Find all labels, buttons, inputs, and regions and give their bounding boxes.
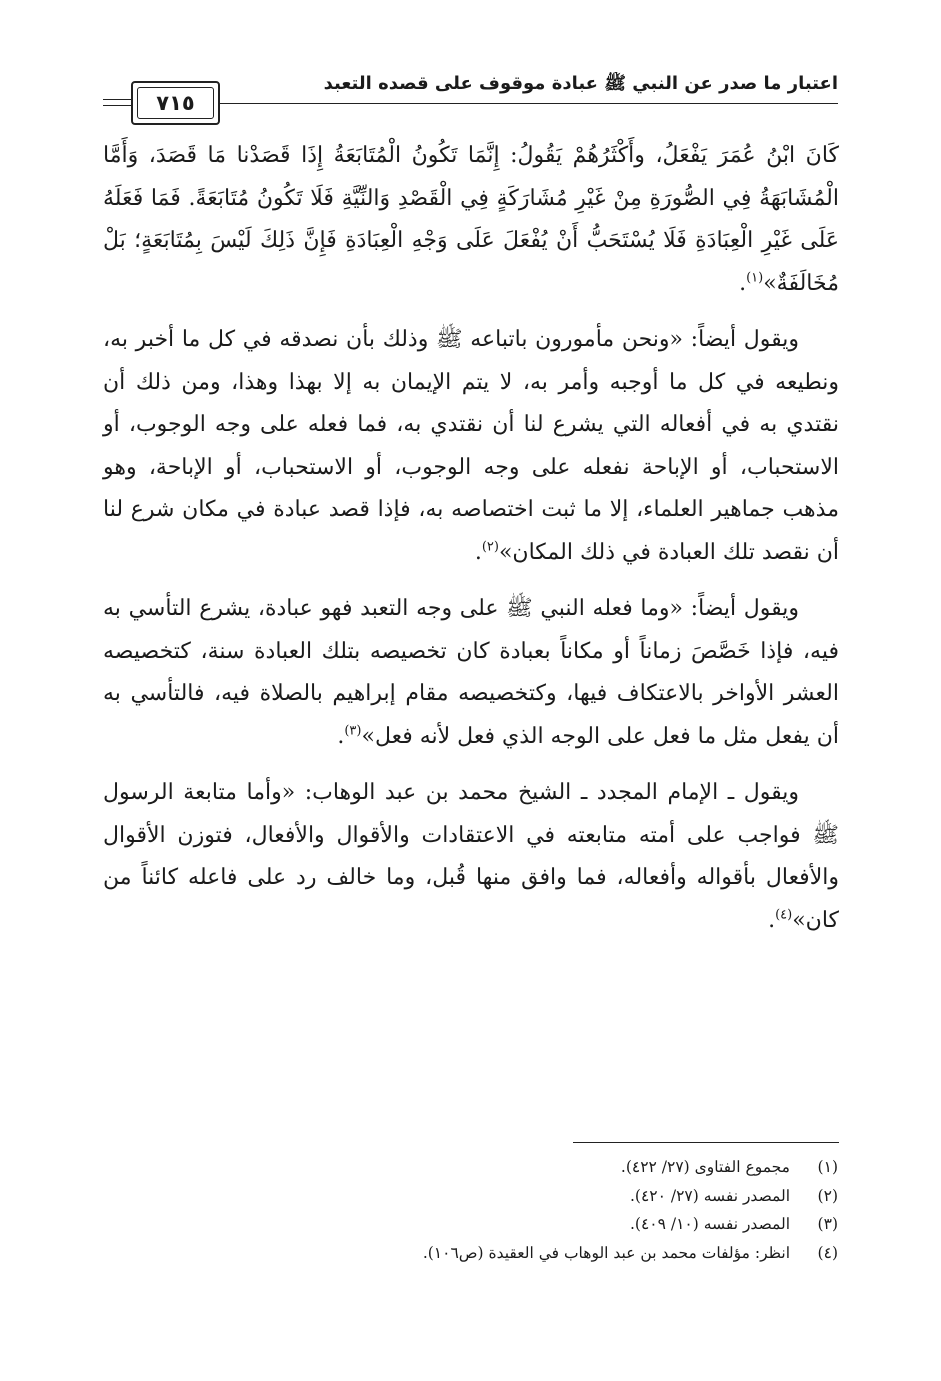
paragraph-2 xyxy=(103,319,839,574)
paragraph-text: كَانَ ابْنُ عُمَرَ يَفْعَلُ، وأَكْثَرُهُمْ يَقُولُ: إِنَّمَا تَكُونُ الْمُتَابَعَةُ إِذَا قَصَدْنا مَا قَصَدَ، وَأَمَّا الْمُشَابَهَةُ فِي الصُّورَةِ مِنْ غَيْرِ مُشَارَكَةٍ فِي الْقَصْدِ وَالنِّيَّةِ فَلَا تَكُونُ مُتَابَعَةً. فَمَا فَعَلَهُ عَلَى غَيْرِ الْعِبَادَةِ فَلَا يُسْتَحَبُّ أَنْ يُفْعَلَ عَلَى وَجْهِ الْعِبَادَةِ فَإِنَّ ذَلِكَ لَيْسَ بِمُتَابَعَةٍ؛ بَلْ مُخَالَفَةٌ» xyxy=(103,143,839,296)
footnote-reference-1: (١) xyxy=(746,270,764,286)
running-header-title: اعتبار ما صدر عن النبي ﷺ عبادة موقوف على قصده التعبد xyxy=(323,73,838,94)
footnote-item xyxy=(102,1210,838,1239)
paragraph-end-mark: . xyxy=(739,270,747,296)
footnote-reference-4: (٤) xyxy=(775,907,793,923)
footnote-text: انظر: مؤلفات محمد بن عبد الوهاب في العقيدة (ص١٠٦). xyxy=(422,1243,790,1262)
footnotes xyxy=(102,1153,838,1267)
footnote-reference-2: (٢) xyxy=(481,539,499,555)
footnote-number: (٤) xyxy=(817,1243,838,1262)
paragraph-4 xyxy=(103,772,839,942)
body-text xyxy=(103,135,839,942)
paragraph-end-mark: . xyxy=(768,907,776,933)
paragraph-text: ويقول أيضاً: «وما فعله النبي ﷺ على وجه التعبد فهو عبادة، يشرع التأسي به فيه، فإذا خَصَّصَ زماناً أو مكاناً بعبادة كان تخصيصه بتلك العبادة سنة، كتخصيصه العشر الأواخر بالاعتكاف فيها، وكتخصيصه مقام إبراهيم بالصلاة فيه، فالتأسي به أن يفعل مثل ما فعل على الوجه الذي فعل لأنه فعل» xyxy=(103,596,839,749)
footnote-item xyxy=(102,1239,838,1268)
paragraph-end-mark: . xyxy=(337,723,345,749)
footnote-number: (١) xyxy=(817,1158,838,1176)
page-number-lead-line xyxy=(103,105,131,106)
footnote-number: (٢) xyxy=(817,1186,838,1205)
footnote-text: مجموع الفتاوى (٢٧/ ٤٢٢). xyxy=(620,1158,790,1176)
paragraph-end-mark: . xyxy=(474,539,482,565)
paragraph-text: ويقول ـ الإمام المجدد ـ الشيخ محمد بن عبد الوهاب: «وأما متابعة الرسول ﷺ فواجب على أمته متابعته في الاعتقادات والأقوال والأفعال، فتوزن الأقوال والأفعال بأقواله وأفعاله، فما وافق منها قُبل، وما خالف رد على فاعله كائناً من كان» xyxy=(103,780,839,933)
paragraph-3 xyxy=(103,588,839,758)
footnote-separator xyxy=(573,1142,839,1143)
paragraph-text: ويقول أيضاً: «ونحن مأمورون باتباعه ﷺ وذلك بأن نصدقه في كل ما أخبر به، ونطيعه في كل ما أوجبه وأمر به، لا يتم الإيمان به إلا بهذا وهذا، ومن ذلك أن نقتدي به في أفعاله التي يشرع لنا أن نقتدي به، فما فعله على وجه الوجوب، أو الاستحباب، أو الإباحة نفعله على وجه الوجوب، أو الاستحباب، أو الإباحة، وهو مذهب جماهير العلماء، إلا ما ثبت اختصاصه به، فإذا قصد عبادة في مكان شرع لنا أن نقصد تلك العبادة في ذلك المكان» xyxy=(103,327,840,565)
page-number: ٧١٥ xyxy=(156,91,195,115)
footnote-reference-3: (٣) xyxy=(344,723,362,739)
page-number-lead-line xyxy=(103,99,131,100)
footnote-item xyxy=(102,1182,838,1211)
paragraph-1 xyxy=(103,135,839,305)
header-rule xyxy=(220,103,838,104)
footnote-text: المصدر نفسه (١٠/ ٤٠٩). xyxy=(629,1215,790,1233)
footnote-number: (٣) xyxy=(817,1215,838,1233)
footnote-item xyxy=(102,1153,838,1182)
page-number-frame xyxy=(131,81,220,125)
footnote-text: المصدر نفسه (٢٧/ ٤٢٠). xyxy=(629,1186,790,1205)
